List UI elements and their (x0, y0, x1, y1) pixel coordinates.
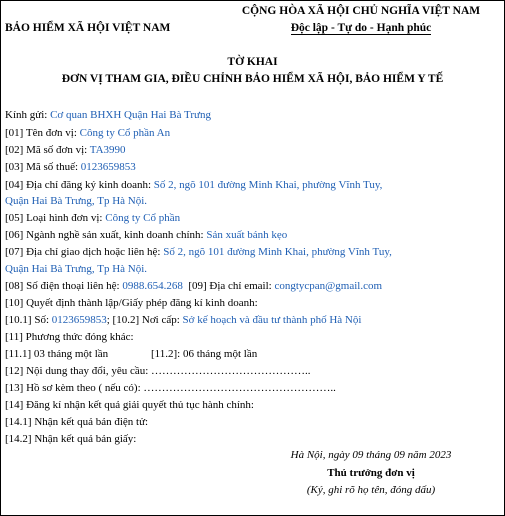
field-08-value: 0988.654.268 (122, 280, 183, 292)
country-name: CỘNG HÒA XÃ HỘI CHỦ NGHĨA VIỆT NAM (241, 5, 481, 17)
field-11-1: [11.1] 03 tháng một lần (5, 348, 109, 360)
field-07-value-line1: Số 2, ngõ 101 đường Minh Khai, phường Vĩnh Tuy, (163, 246, 392, 258)
field-08-09: [08] Số điện thoại liên hệ: 0988.654.268 [09] Địa chỉ email: congtycpan@gmail.com (5, 280, 383, 292)
recipient-line: Kính gửi: Cơ quan BHXH Quận Hai Bà Trưng (5, 109, 211, 121)
field-13: [13] Hồ sơ kèm theo ( nếu có): …………………………………………….. (5, 382, 336, 394)
field-03: [03] Mã số thuế: 0123659853 (5, 161, 136, 173)
signature-note: (Ký, ghi rõ họ tên, đóng dấu) (306, 484, 436, 496)
form-subtitle: ĐƠN VỊ THAM GIA, ĐIỀU CHỈNH BẢO HIỂM XÃ HỘI, BẢO HIỂM Y TẾ (61, 73, 444, 85)
field-09-value: congtycpan@gmail.com (274, 280, 383, 292)
date-line: Hà Nội, ngày 09 tháng 09 năm 2023 (290, 449, 452, 461)
field-10: [10] Quyết định thành lập/Giấy phép đăng kí kinh doanh: (5, 297, 258, 309)
form-title: TỜ KHAI (227, 56, 278, 68)
field-06: [06] Ngành nghề sản xuất, kinh doanh chính: Sản xuất bánh kẹo (5, 229, 288, 241)
field-03-value: 0123659853 (80, 161, 136, 173)
agency-name: BẢO HIỂM XÃ HỘI VIỆT NAM (5, 22, 171, 34)
field-07-value-line2: Quận Hai Bà Trưng, Tp Hà Nội. (5, 263, 148, 275)
national-motto: Độc lập - Tự do - Hạnh phúc (290, 22, 432, 34)
field-02: [02] Mã số đơn vị: TA3990 (5, 144, 126, 156)
field-07: [07] Địa chỉ giao dịch hoặc liên hệ: Số 2, ngõ 101 đường Minh Khai, phường Vĩnh Tuy, (5, 246, 392, 258)
field-14-1: [14.1] Nhận kết quả bản điện tử: (5, 416, 149, 428)
field-14: [14] Đăng kí nhận kết quả giải quyết thủ tục hành chính: (5, 399, 254, 411)
field-04: [04] Địa chỉ đăng ký kinh doanh: Số 2, ngõ 101 đường Minh Khai, phường Vĩnh Tuy, (5, 179, 383, 191)
recipient-value: Cơ quan BHXH Quận Hai Bà Trưng (50, 109, 211, 121)
field-14-2: [14.2] Nhận kết quả bản giấy: (5, 433, 137, 445)
field-01: [01] Tên đơn vị: Công ty Cổ phần An (5, 127, 171, 139)
field-11: [11] Phương thức đóng khác: (5, 331, 134, 343)
field-05: [05] Loại hình đơn vị: Công ty Cổ phần (5, 212, 181, 224)
field-06-value: Sản xuất bánh kẹo (206, 229, 288, 241)
field-02-value: TA3990 (89, 144, 126, 156)
field-11-2: [11.2]: 06 tháng một lần (151, 348, 258, 360)
field-01-value: Công ty Cổ phần An (79, 127, 171, 139)
field-10-1-10-2: [10.1] Số: 0123659853; [10.2] Nơi cấp: Sở kế hoạch và đầu tư thành phố Hà Nội (5, 314, 362, 326)
field-05-value: Công ty Cổ phần (105, 212, 181, 224)
field-10-1-value: 0123659853 (51, 314, 107, 326)
field-04-value-line2: Quận Hai Bà Trưng, Tp Hà Nội. (5, 195, 148, 207)
signature-title: Thủ trưởng đơn vị (327, 467, 415, 479)
field-12: [12] Nội dung thay đổi, yêu cầu: …………………………………….. (5, 365, 311, 377)
field-10-2-value: Sở kế hoạch và đầu tư thành phố Hà Nội (182, 314, 362, 326)
field-04-value-line1: Số 2, ngõ 101 đường Minh Khai, phường Vĩnh Tuy, (153, 179, 383, 191)
